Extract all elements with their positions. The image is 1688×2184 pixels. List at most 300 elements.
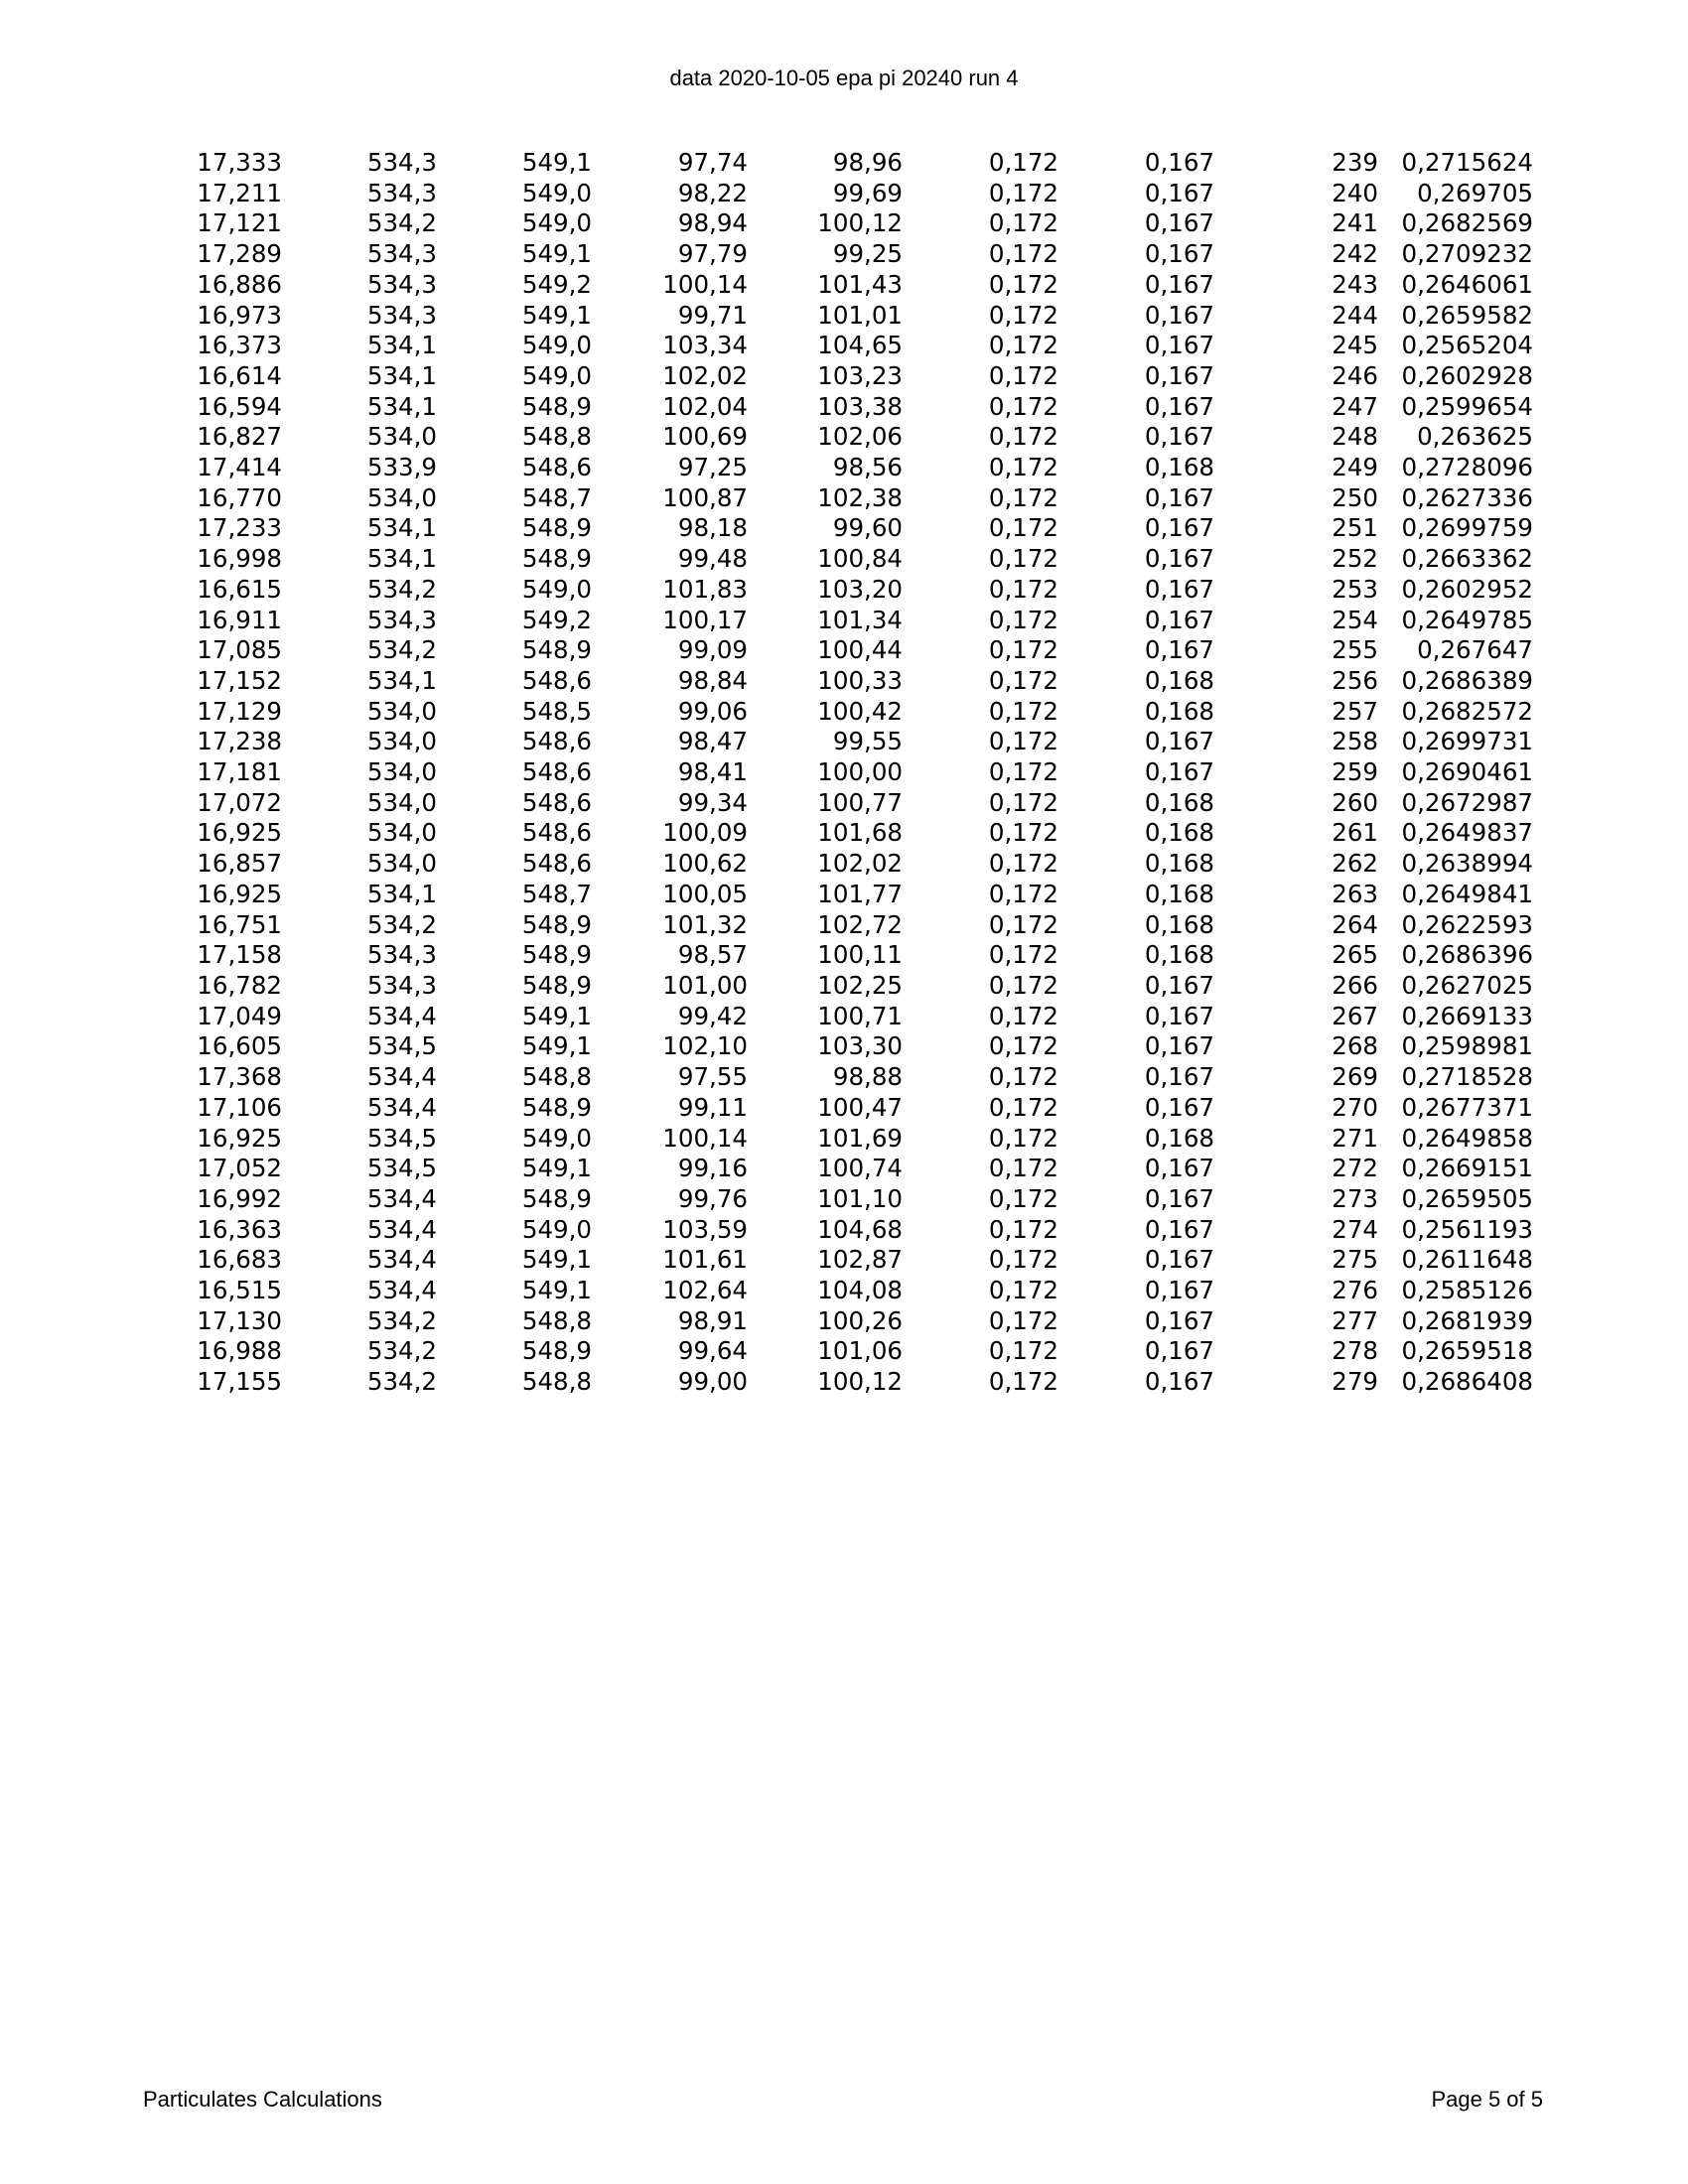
table-cell: 0,167 — [1144, 300, 1214, 330]
table-cell: 0,168 — [1144, 940, 1214, 970]
table-cell: 0,2682569 — [1401, 208, 1533, 238]
table-cell: 99,16 — [677, 1154, 748, 1183]
table-cell: 103,20 — [817, 574, 903, 604]
table-cell: 16,988 — [197, 1336, 282, 1366]
table-cell: 100,42 — [817, 696, 903, 726]
table-cell: 16,782 — [197, 970, 282, 1000]
table-cell: 0,168 — [1144, 849, 1214, 879]
table-cell: 99,42 — [677, 1001, 748, 1030]
table-cell: 16,515 — [197, 1276, 282, 1305]
table-cell: 0,167 — [1144, 635, 1214, 665]
table-cell: 16,857 — [197, 849, 282, 879]
table-cell: 0,172 — [988, 940, 1058, 970]
table-cell: 549,2 — [521, 269, 592, 299]
table-cell: 0,172 — [988, 1183, 1058, 1213]
table-cell: 17,152 — [197, 665, 282, 695]
table-cell: 101,32 — [662, 909, 748, 939]
table-cell: 268 — [1332, 1031, 1378, 1061]
table-row — [149, 635, 1533, 666]
table-cell: 0,172 — [988, 665, 1058, 695]
table-row — [149, 1184, 1533, 1215]
table-cell: 103,59 — [662, 1214, 748, 1244]
table-cell: 16,998 — [197, 544, 282, 574]
table-cell: 17,072 — [197, 787, 282, 817]
table-cell: 0,172 — [988, 727, 1058, 756]
table-row — [149, 1215, 1533, 1246]
table-cell: 0,172 — [988, 970, 1058, 1000]
table-row — [149, 697, 1533, 728]
table-cell: 548,6 — [521, 757, 592, 787]
table-cell: 17,052 — [197, 1154, 282, 1183]
table-cell: 0,172 — [988, 1092, 1058, 1122]
table-cell: 0,2598981 — [1401, 1031, 1533, 1061]
table-cell: 0,2602952 — [1401, 574, 1533, 604]
table-cell: 548,8 — [521, 1367, 592, 1397]
table-cell: 16,925 — [197, 879, 282, 908]
table-cell: 102,38 — [817, 482, 903, 512]
table-row — [149, 575, 1533, 606]
table-cell: 549,0 — [521, 1123, 592, 1153]
table-cell: 248 — [1332, 422, 1378, 452]
table-cell: 0,172 — [988, 453, 1058, 482]
table-cell: 100,17 — [662, 605, 748, 634]
table-cell: 548,9 — [521, 391, 592, 421]
table-row — [149, 1336, 1533, 1367]
table-cell: 534,2 — [366, 574, 437, 604]
table-cell: 274 — [1332, 1214, 1378, 1244]
table-cell: 0,172 — [988, 1336, 1058, 1366]
table-cell: 97,25 — [677, 453, 748, 482]
table-cell: 548,6 — [521, 818, 592, 848]
table-cell: 16,614 — [197, 360, 282, 390]
table-cell: 0,2565204 — [1401, 331, 1533, 360]
table-cell: 0,2649785 — [1401, 605, 1533, 634]
table-cell: 0,168 — [1144, 453, 1214, 482]
table-cell: 273 — [1332, 1183, 1378, 1213]
table-cell: 0,172 — [988, 1123, 1058, 1153]
table-cell: 549,0 — [521, 178, 592, 207]
table-cell: 0,172 — [988, 178, 1058, 207]
table-cell: 548,7 — [521, 482, 592, 512]
table-cell: 260 — [1332, 787, 1378, 817]
table-cell: 98,91 — [677, 1305, 748, 1335]
table-cell: 101,06 — [817, 1336, 903, 1366]
table-cell: 0,172 — [988, 909, 1058, 939]
table-cell: 0,167 — [1144, 1183, 1214, 1213]
table-row — [149, 1367, 1533, 1398]
table-cell: 255 — [1332, 635, 1378, 665]
table-cell: 0,167 — [1144, 178, 1214, 207]
table-cell: 98,22 — [677, 178, 748, 207]
table-cell: 0,2602928 — [1401, 360, 1533, 390]
table-cell: 0,2663362 — [1401, 544, 1533, 574]
table-cell: 276 — [1332, 1276, 1378, 1305]
table-cell: 534,0 — [366, 849, 437, 879]
table-row — [149, 239, 1533, 270]
table-cell: 0,2649841 — [1401, 879, 1533, 908]
table-cell: 0,2659518 — [1401, 1336, 1533, 1366]
table-cell: 548,5 — [521, 696, 592, 726]
table-cell: 534,2 — [366, 1305, 437, 1335]
table-row — [149, 910, 1533, 941]
table-cell: 0,172 — [988, 696, 1058, 726]
table-cell: 254 — [1332, 605, 1378, 634]
table-cell: 534,4 — [366, 1214, 437, 1244]
table-cell: 16,973 — [197, 300, 282, 330]
table-cell: 272 — [1332, 1154, 1378, 1183]
table-cell: 549,0 — [521, 1214, 592, 1244]
table-cell: 0,2649858 — [1401, 1123, 1533, 1153]
table-cell: 17,289 — [197, 239, 282, 269]
table-cell: 99,09 — [677, 635, 748, 665]
footer-document-name: Particulates Calculations — [143, 2087, 382, 2112]
table-cell: 0,167 — [1144, 331, 1214, 360]
table-cell: 0,172 — [988, 818, 1058, 848]
table-cell: 103,23 — [817, 360, 903, 390]
table-cell: 0,2561193 — [1401, 1214, 1533, 1244]
table-cell: 548,6 — [521, 665, 592, 695]
table-row — [149, 849, 1533, 880]
table-row — [149, 148, 1533, 179]
table-cell: 0,167 — [1144, 757, 1214, 787]
table-cell: 261 — [1332, 818, 1378, 848]
table-cell: 240 — [1332, 178, 1378, 207]
table-cell: 548,6 — [521, 727, 592, 756]
table-cell: 534,0 — [366, 787, 437, 817]
table-row — [149, 818, 1533, 849]
table-cell: 534,3 — [366, 300, 437, 330]
table-cell: 239 — [1332, 148, 1378, 177]
table-cell: 0,267647 — [1417, 635, 1533, 665]
table-cell: 100,71 — [817, 1001, 903, 1030]
table-cell: 102,06 — [817, 422, 903, 452]
table-cell: 101,69 — [817, 1123, 903, 1153]
table-cell: 265 — [1332, 940, 1378, 970]
table-cell: 99,64 — [677, 1336, 748, 1366]
table-cell: 102,72 — [817, 909, 903, 939]
table-cell: 548,9 — [521, 909, 592, 939]
table-cell: 0,172 — [988, 1062, 1058, 1092]
table-cell: 0,2638994 — [1401, 849, 1533, 879]
table-cell: 0,167 — [1144, 482, 1214, 512]
table-cell: 0,2669151 — [1401, 1154, 1533, 1183]
table-cell: 99,34 — [677, 787, 748, 817]
table-cell: 99,06 — [677, 696, 748, 726]
table-cell: 549,1 — [521, 239, 592, 269]
table-cell: 0,172 — [988, 239, 1058, 269]
table-cell: 269 — [1332, 1062, 1378, 1092]
table-cell: 101,61 — [662, 1245, 748, 1275]
table-cell: 534,2 — [366, 635, 437, 665]
table-cell: 0,172 — [988, 1276, 1058, 1305]
table-cell: 0,167 — [1144, 422, 1214, 452]
table-cell: 267 — [1332, 1001, 1378, 1030]
table-cell: 0,172 — [988, 391, 1058, 421]
table-cell: 100,33 — [817, 665, 903, 695]
table-cell: 100,74 — [817, 1154, 903, 1183]
table-row — [149, 880, 1533, 910]
table-cell: 534,0 — [366, 696, 437, 726]
table-cell: 0,172 — [988, 300, 1058, 330]
table-cell: 0,167 — [1144, 605, 1214, 634]
table-cell: 100,12 — [817, 1367, 903, 1397]
table-cell: 534,1 — [366, 879, 437, 908]
table-cell: 103,30 — [817, 1031, 903, 1061]
table-cell: 0,172 — [988, 1154, 1058, 1183]
table-cell: 0,167 — [1144, 148, 1214, 177]
page-header — [0, 64, 1688, 93]
table-cell: 0,2659505 — [1401, 1183, 1533, 1213]
table-cell: 104,08 — [817, 1276, 903, 1305]
table-cell: 0,172 — [988, 879, 1058, 908]
table-cell: 534,2 — [366, 909, 437, 939]
table-cell: 0,167 — [1144, 727, 1214, 756]
table-row — [149, 606, 1533, 636]
table-cell: 534,0 — [366, 482, 437, 512]
table-cell: 549,0 — [521, 574, 592, 604]
table-cell: 100,26 — [817, 1305, 903, 1335]
table-cell: 534,0 — [366, 727, 437, 756]
table-cell: 0,172 — [988, 269, 1058, 299]
table-cell: 100,84 — [817, 544, 903, 574]
table-cell: 97,55 — [677, 1062, 748, 1092]
table-cell: 0,167 — [1144, 1276, 1214, 1305]
table-cell: 548,6 — [521, 453, 592, 482]
table-cell: 98,47 — [677, 727, 748, 756]
table-row — [149, 1306, 1533, 1337]
table-cell: 534,2 — [366, 1336, 437, 1366]
table-row — [149, 971, 1533, 1002]
table-cell: 100,05 — [662, 879, 748, 908]
table-cell: 0,167 — [1144, 1245, 1214, 1275]
table-cell: 0,2699731 — [1401, 727, 1533, 756]
table-cell: 17,181 — [197, 757, 282, 787]
table-cell: 97,74 — [677, 148, 748, 177]
table-cell: 98,41 — [677, 757, 748, 787]
table-cell: 0,167 — [1144, 1062, 1214, 1092]
table-cell: 100,62 — [662, 849, 748, 879]
table-cell: 271 — [1332, 1123, 1378, 1153]
table-cell: 0,2599654 — [1401, 391, 1533, 421]
table-cell: 0,172 — [988, 1031, 1058, 1061]
table-cell: 548,6 — [521, 849, 592, 879]
table-cell: 0,172 — [988, 482, 1058, 512]
table-cell: 0,167 — [1144, 513, 1214, 543]
table-cell: 17,106 — [197, 1092, 282, 1122]
table-cell: 102,25 — [817, 970, 903, 1000]
table-cell: 17,233 — [197, 513, 282, 543]
table-cell: 534,1 — [366, 391, 437, 421]
table-cell: 548,8 — [521, 1062, 592, 1092]
table-cell: 259 — [1332, 757, 1378, 787]
table-row — [149, 331, 1533, 361]
table-cell: 17,129 — [197, 696, 282, 726]
table-cell: 549,0 — [521, 360, 592, 390]
table-cell: 0,168 — [1144, 696, 1214, 726]
table-cell: 99,55 — [832, 727, 903, 756]
table-cell: 17,333 — [197, 148, 282, 177]
table-cell: 266 — [1332, 970, 1378, 1000]
table-cell: 101,43 — [817, 269, 903, 299]
table-cell: 0,2649837 — [1401, 818, 1533, 848]
table-cell: 99,60 — [832, 513, 903, 543]
table-cell: 98,88 — [832, 1062, 903, 1092]
table-cell: 16,911 — [197, 605, 282, 634]
table-cell: 548,8 — [521, 422, 592, 452]
table-cell: 534,2 — [366, 1367, 437, 1397]
table-cell: 100,00 — [817, 757, 903, 787]
table-cell: 102,10 — [662, 1031, 748, 1061]
table-cell: 549,1 — [521, 148, 592, 177]
table-row — [149, 544, 1533, 575]
table-cell: 0,167 — [1144, 544, 1214, 574]
table-cell: 262 — [1332, 849, 1378, 879]
table-row — [149, 1062, 1533, 1093]
table-row — [149, 940, 1533, 971]
table-cell: 0,2669133 — [1401, 1001, 1533, 1030]
page-title: data 2020-10-05 epa pi 20240 run 4 — [669, 66, 1019, 90]
table-cell: 548,9 — [521, 1183, 592, 1213]
table-cell: 0,2715624 — [1401, 148, 1533, 177]
table-cell: 17,414 — [197, 453, 282, 482]
table-cell: 16,992 — [197, 1183, 282, 1213]
table-cell: 103,38 — [817, 391, 903, 421]
table-cell: 278 — [1332, 1336, 1378, 1366]
table-cell: 549,1 — [521, 1031, 592, 1061]
table-cell: 534,3 — [366, 178, 437, 207]
table-cell: 249 — [1332, 453, 1378, 482]
table-cell: 100,47 — [817, 1092, 903, 1122]
table-cell: 534,3 — [366, 239, 437, 269]
table-row — [149, 392, 1533, 423]
table-cell: 16,594 — [197, 391, 282, 421]
table-cell: 100,12 — [817, 208, 903, 238]
table-cell: 104,68 — [817, 1214, 903, 1244]
table-cell: 549,1 — [521, 300, 592, 330]
table-cell: 0,2718528 — [1401, 1062, 1533, 1092]
table-cell: 100,14 — [662, 1123, 748, 1153]
table-cell: 17,155 — [197, 1367, 282, 1397]
table-cell: 534,0 — [366, 757, 437, 787]
table-cell: 0,172 — [988, 148, 1058, 177]
table-cell: 549,2 — [521, 605, 592, 634]
table-cell: 97,79 — [677, 239, 748, 269]
table-cell: 256 — [1332, 665, 1378, 695]
table-row — [149, 208, 1533, 239]
table-cell: 0,167 — [1144, 1031, 1214, 1061]
table-row — [149, 666, 1533, 697]
table-cell: 0,2627336 — [1401, 482, 1533, 512]
table-cell: 0,2686396 — [1401, 940, 1533, 970]
table-cell: 253 — [1332, 574, 1378, 604]
table-cell: 0,172 — [988, 331, 1058, 360]
table-cell: 98,56 — [832, 453, 903, 482]
table-cell: 17,085 — [197, 635, 282, 665]
table-cell: 17,158 — [197, 940, 282, 970]
table-cell: 99,69 — [832, 178, 903, 207]
table-cell: 0,2622593 — [1401, 909, 1533, 939]
table-cell: 103,34 — [662, 331, 748, 360]
table-cell: 548,9 — [521, 544, 592, 574]
table-cell: 98,94 — [677, 208, 748, 238]
table-cell: 17,238 — [197, 727, 282, 756]
table-cell: 549,1 — [521, 1276, 592, 1305]
table-cell: 257 — [1332, 696, 1378, 726]
table-cell: 263 — [1332, 879, 1378, 908]
table-cell: 534,3 — [366, 269, 437, 299]
table-cell: 0,172 — [988, 635, 1058, 665]
table-cell: 0,167 — [1144, 1336, 1214, 1366]
table-cell: 0,172 — [988, 1305, 1058, 1335]
table-cell: 0,172 — [988, 360, 1058, 390]
table-cell: 246 — [1332, 360, 1378, 390]
table-cell: 0,172 — [988, 513, 1058, 543]
table-cell: 100,44 — [817, 635, 903, 665]
table-cell: 534,1 — [366, 360, 437, 390]
table-row — [149, 1154, 1533, 1184]
table-cell: 534,5 — [366, 1154, 437, 1183]
table-cell: 0,172 — [988, 605, 1058, 634]
table-cell: 101,68 — [817, 818, 903, 848]
table-cell: 258 — [1332, 727, 1378, 756]
table-row — [149, 453, 1533, 483]
table-cell: 98,18 — [677, 513, 748, 543]
table-cell: 250 — [1332, 482, 1378, 512]
table-cell: 0,167 — [1144, 208, 1214, 238]
table-cell: 0,167 — [1144, 574, 1214, 604]
table-cell: 0,2728096 — [1401, 453, 1533, 482]
table-cell: 534,3 — [366, 940, 437, 970]
table-cell: 0,168 — [1144, 818, 1214, 848]
table-cell: 534,4 — [366, 1245, 437, 1275]
table-cell: 0,167 — [1144, 970, 1214, 1000]
table-cell: 0,2690461 — [1401, 757, 1533, 787]
table-cell: 0,2677371 — [1401, 1092, 1533, 1122]
table-cell: 101,34 — [817, 605, 903, 634]
table-cell: 98,96 — [832, 148, 903, 177]
table-cell: 102,04 — [662, 391, 748, 421]
table-row — [149, 361, 1533, 392]
table-cell: 241 — [1332, 208, 1378, 238]
table-cell: 0,167 — [1144, 391, 1214, 421]
table-cell: 243 — [1332, 269, 1378, 299]
table-cell: 548,8 — [521, 1305, 592, 1335]
table-cell: 16,886 — [197, 269, 282, 299]
table-cell: 0,2585126 — [1401, 1276, 1533, 1305]
table-cell: 0,172 — [988, 849, 1058, 879]
table-cell: 99,76 — [677, 1183, 748, 1213]
table-cell: 0,2686389 — [1401, 665, 1533, 695]
table-row — [149, 422, 1533, 453]
table-cell: 100,09 — [662, 818, 748, 848]
table-cell: 99,48 — [677, 544, 748, 574]
table-cell: 252 — [1332, 544, 1378, 574]
table-cell: 0,172 — [988, 757, 1058, 787]
table-cell: 0,172 — [988, 422, 1058, 452]
table-cell: 0,2681939 — [1401, 1305, 1533, 1335]
table-cell: 16,605 — [197, 1031, 282, 1061]
table-row — [149, 483, 1533, 514]
table-cell: 0,2627025 — [1401, 970, 1533, 1000]
table-cell: 17,049 — [197, 1001, 282, 1030]
table-cell: 101,01 — [817, 300, 903, 330]
table-cell: 100,11 — [817, 940, 903, 970]
table-cell: 534,1 — [366, 331, 437, 360]
table-cell: 0,167 — [1144, 239, 1214, 269]
table-cell: 104,65 — [817, 331, 903, 360]
table-cell: 244 — [1332, 300, 1378, 330]
table-row — [149, 757, 1533, 788]
